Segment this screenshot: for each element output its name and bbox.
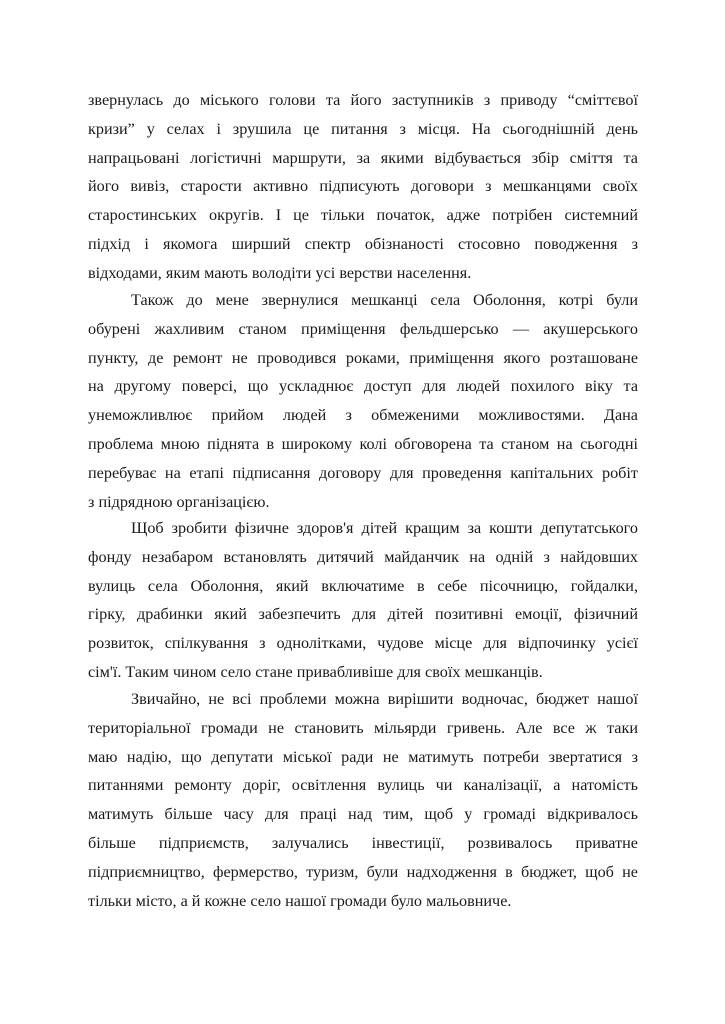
paragraph-line: на другому поверсі, що ускладнює доступ для людей похилого віку та (88, 377, 638, 396)
paragraph-line: маю надію, що депутати міської ради не матимуть потреби звертатися з (88, 747, 638, 766)
paragraph-line: підхід і якомога ширший спектр обізнаності стосовно поводження з (88, 234, 638, 253)
paragraph-3 (88, 514, 638, 687)
paragraph-line: більше підприємств, залучались інвестиції, розвивалось приватне (88, 833, 638, 852)
paragraph-line: тільки місто, а й кожне село нашої громади було мальовниче. (88, 891, 512, 910)
paragraph-line: вулиць села Оболоння, який включатиме в себе пісочницю, гойдалки, (88, 576, 638, 595)
paragraph-line: старостинських округів. І це тільки початок, адже потрібен системний (88, 206, 638, 225)
paragraph-line: унеможливлює прийом людей з обмеженими можливостями. Дана (88, 406, 638, 425)
paragraph-line: перебуває на етапі підписання договору для проведення капітальних робіт (88, 463, 638, 482)
paragraph-2 (88, 286, 638, 516)
paragraph-line: з підрядною організацією. (88, 492, 270, 511)
paragraph-line: гірку, драбинки який забезпечить для дітей позитивні емоції, фізичний (88, 605, 638, 624)
paragraph-line: Щоб зробити фізичне здоров'я дітей кращим за кошти депутатського (131, 519, 638, 537)
paragraph-line: територіальної громади не становить мільярди гривень. Але все ж таки (88, 718, 638, 737)
paragraph-line: відходами, яким мають володіти усі верстви населення. (88, 263, 472, 282)
paragraph-line: Звичайно, не всі проблеми можна вирішити водночас, бюджет нашої (131, 690, 638, 708)
paragraph-line: напрацьовані логістичні маршрути, за якими відбувається збір сміття та (88, 148, 638, 167)
paragraph-4 (88, 685, 638, 915)
paragraph-1 (88, 86, 638, 288)
paragraph-line: Також до мене звернулися мешканці села Оболоння, котрі були (131, 291, 638, 309)
paragraph-line: розвиток, спілкування з однолітками, чудове місце для відпочинку усієї (88, 634, 638, 653)
paragraph-line: його вивіз, старости активно підписують договори з мешканцями своїх (88, 177, 638, 196)
paragraph-line: сім'ї. Таким чином село стане привабливіше для своїх мешканців. (88, 662, 543, 681)
paragraph-line: матимуть більше часу для праці над тим, щоб у громаді відкривалось (88, 805, 638, 824)
paragraph-line: обурені жахливим станом приміщення фельдшерсько — акушерського (88, 319, 638, 338)
paragraph-line: звернулась до міського голови та його заступників з приводу “сміттєвої (88, 91, 638, 109)
paragraph-line: проблема мною піднята в широкому колі обговорена та станом на сьогодні (88, 434, 638, 453)
paragraph-line: кризи” у селах і зрушила це питання з місця. На сьогоднішній день (88, 119, 638, 138)
paragraph-line: підприємництво, фермерство, туризм, були надходження в бюджет, щоб не (88, 862, 638, 881)
paragraph-line: фонду незабаром встановлять дитячий майданчик на одній з найдовших (88, 547, 638, 566)
paragraph-line: пункту, де ремонт не проводився роками, приміщення якого розташоване (88, 348, 638, 367)
paragraph-line: питаннями ремонту доріг, освітлення вулиць чи каналізації, а натомість (88, 776, 638, 795)
